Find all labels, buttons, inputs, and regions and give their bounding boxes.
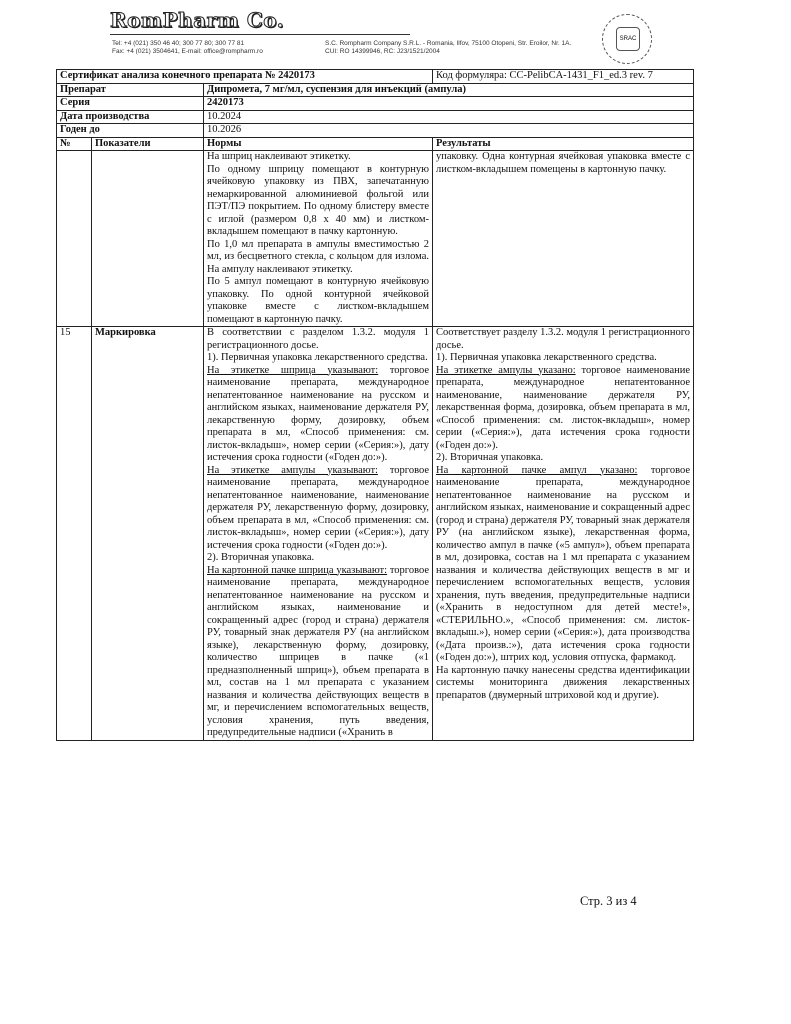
results-cell: упаковку. Одна контурная ячейковая упаковка вместе с листком-вкладышем помещены в картонную пачку. <box>433 151 694 327</box>
info-value: 2420173 <box>204 97 694 111</box>
letterhead <box>110 8 750 64</box>
results-paragraph: Соответствует разделу 1.3.2. модуля 1 регистрационного досье. <box>436 327 691 351</box>
column-header-indicator: Показатели <box>92 137 204 151</box>
results-paragraph: На этикетке ампулы указано: торговое наименование препарата, международное непатентованное наименование, наименование держателя РУ, лекарственная форма, дозировка, объем препарата в мл, «Способ применения: см. листок-вкладыш», номер серии («Серия:»), дата истечения срока годности («Годен до:»). <box>436 364 691 451</box>
table-row-labeling <box>57 327 694 741</box>
results-heading: На картонной пачке ампул указано: <box>436 464 638 476</box>
contact-fax-email: Fax: +4 (021) 3504641, E-mail: office@rompharm.ro <box>112 48 263 55</box>
info-row-manufacture-date <box>57 110 694 124</box>
info-value: 10.2024 <box>204 110 694 124</box>
info-label: Дата производства <box>57 110 204 124</box>
info-value: Дипромета, 7 мг/мл, суспензия для инъекций (ампула) <box>204 83 694 97</box>
info-row-product <box>57 83 694 97</box>
results-paragraph: 2). Вторичная упаковка. <box>436 452 544 463</box>
norms-cell <box>204 327 433 741</box>
certification-seal-icon <box>602 14 652 64</box>
results-paragraph: На картонной пачке ампул указано: торговое наименование препарата, международное непатентованное наименование на русском и английском языках, наименование и сокращенный адрес (город и страна) держателя РУ, товарный знак держателя РУ (на английском языке), лекарственная форма, количество ампул в пачке («5 ампул»), объем препарата в мл, дозировка, состав на 1 мл препарата с указанием названия и количества действующих веществ в мг и перечислением вспомогательных веществ, условия хранения, путь введения, предупредительные надписи («Хранить в недоступном для детей месте!», «СТЕРИЛЬНО.», «Способ применения: см. листок-вкладыш.»), номер серии («Серия:»), дата производства («Дата произв.:»), дата истечения срока годности («Годен до:»), штрих код, условия отпуска, фармакод. <box>436 464 691 663</box>
norms-paragraph: На картонной пачке шприца указывают: торговое наименование препарата, международное непатентованное наименование на русском и английском языках, наименование и сокращенный адрес (город и страна) держателя РУ, товарный знак держателя РУ (на английском языке), лекарственную форму, дозировку, количество шприцев в пачке («1 предназполненный шприц»), объем препарата в мл, состав на 1 мл препарата с указанием названия и количества действующих веществ в мг, и перечислением вспомогательных веществ, условия хранения, путь введения, предупредительные надписи («Хранить в <box>207 564 430 738</box>
seal-label: SRAC <box>616 27 640 51</box>
results-cell <box>433 327 694 741</box>
certificate-table <box>56 69 694 741</box>
contact-info <box>112 40 263 56</box>
row-indicator: Маркировка <box>92 327 204 741</box>
formulary-code: Код формуляра: CC-PelibCA-1431_F1_ed.3 rev. 7 <box>433 70 694 84</box>
norms-paragraph: 1). Первичная упаковка лекарственного средства. <box>207 352 428 363</box>
norms-paragraph: 2). Вторичная упаковка. <box>207 552 315 563</box>
norms-heading: На этикетке ампулы указывают: <box>207 464 378 476</box>
column-header-num: № <box>57 137 92 151</box>
info-value: 10.2026 <box>204 124 694 138</box>
column-header-results: Результаты <box>433 137 694 151</box>
norms-paragraph: По одному шприцу помещают в контурную ячейковую упаковку из ПВХ, запечатанную немаркированной алюминиевой фольгой или ПЭТ/ПЭ покрытием. По одному блистеру вместе с иглой (размером 0,8 х 40 мм) и листком-вкладышем помещают в пачку картонную. <box>207 163 430 237</box>
info-label: Годен до <box>57 124 204 138</box>
contact-phone: Tel: +4 (021) 350 46 40; 300 77 80; 300 77 81 <box>112 40 245 47</box>
norms-cell <box>204 151 433 327</box>
table-row-continued <box>57 151 694 327</box>
norms-paragraph: По 1,0 мл препарата в ампулы вместимостью 2 мл, из бесцветного стекла, с кольцом для излома. На ампулу наклеивают этикетку. <box>207 238 430 275</box>
certificate-title-row <box>57 70 694 84</box>
company-registration: CUI: RO 14399946, RC: J23/1521/2004 <box>325 48 440 55</box>
company-logo: RomPharm Co. <box>110 8 285 32</box>
company-address: S.C. Rompharm Company S.R.L. - Romania, Ilfov, 75100 Otopeni, Str. Eroilor, Nr. 1A. <box>325 40 572 47</box>
page-number: Стр. 3 из 4 <box>580 894 637 908</box>
norms-heading: На этикетке шприца указывают: <box>207 364 379 376</box>
norms-paragraph: На этикетке шприца указывают: торговое наименование препарата, международное непатентованное наименование на русском и английском языках, наименование держателя РУ, лекарственную форму, дозировку, объем препарата в мл, «Способ применения: см. листок-вкладыш», номер серии («Серия:»), дату истечения срока годности («Годен до:»). <box>207 364 430 463</box>
norms-paragraph: По 5 ампул помещают в контурную ячейковую упаковку. По одной контурной ячейковой упаковке вместе с листком-вкладышем помещают в картонную пачку. <box>207 276 430 325</box>
results-paragraph: 1). Первичная упаковка лекарственного средства. <box>436 352 657 363</box>
results-heading: На этикетке ампулы указано: <box>436 364 576 376</box>
norms-heading: На картонной пачке шприца указывают: <box>207 564 388 576</box>
info-row-batch <box>57 97 694 111</box>
info-label: Препарат <box>57 83 204 97</box>
certificate-title: Сертификат анализа конечного препарата № 2420173 <box>57 70 433 84</box>
info-row-expiry <box>57 124 694 138</box>
results-paragraph: На картонную пачку нанесены средства идентификации системы мониторинга движения лекарственных препаратов (двумерный штриховой код и другие). <box>436 664 691 701</box>
norms-paragraph: На этикетке ампулы указывают: торговое наименование препарата, международное непатентованное наименование, наименование держателя РУ, лекарственную форму, дозировку, объем препарата в мл, «Способ применения: см. листок-вкладыш», номер серии («Серия:»), дату истечения срока годности («Годен до:»). <box>207 464 430 551</box>
info-label: Серия <box>57 97 204 111</box>
column-header-row <box>57 137 694 151</box>
letterhead-divider <box>110 34 410 35</box>
norms-paragraph: В соответствии с разделом 1.3.2. модуля 1 регистрационного досье. <box>207 327 430 351</box>
row-number: 15 <box>57 327 92 741</box>
company-info <box>325 40 571 56</box>
norms-paragraph: На шприц наклеивают этикетку. <box>207 151 351 162</box>
column-header-norms: Нормы <box>204 137 433 151</box>
